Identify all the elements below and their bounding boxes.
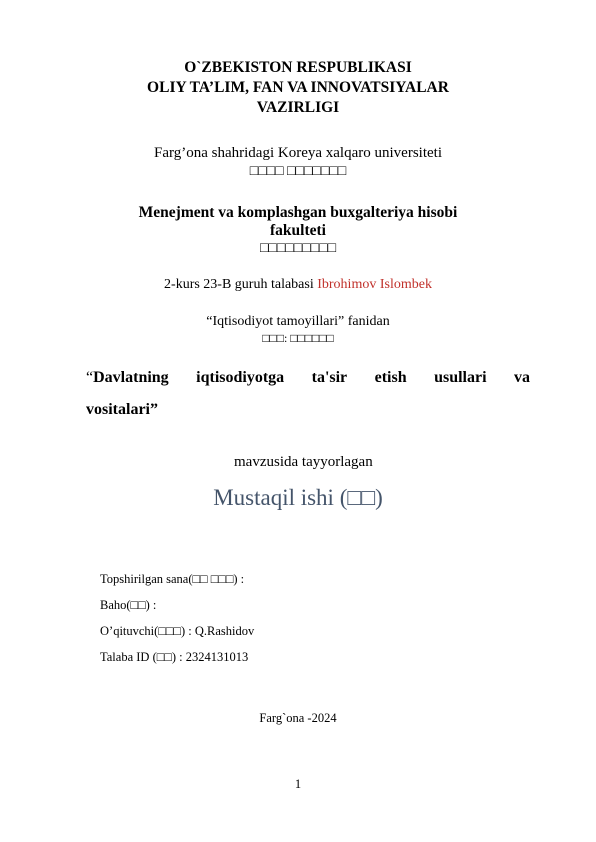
grade-row: Baho(□□) : (100, 598, 157, 612)
topic-line-1 (86, 362, 530, 394)
student-line (0, 276, 596, 294)
ministry-line-1: O`ZBEKISTON RESPUBLIKASI (184, 59, 412, 76)
subject-line: “Iqtisodiyot tamoyillari” fanidan (206, 314, 390, 329)
topic-word-5: usullari (434, 369, 487, 386)
topic-word-2: iqtisodiyotga (196, 369, 285, 386)
ministry-line-2: OLIY TA’LIM, FAN VA INNOVATSIYALAR (147, 79, 449, 96)
page-number: 1 (294, 777, 302, 791)
topic-word (86, 362, 169, 394)
work-title: Mustaqil ishi (□□) (213, 485, 383, 510)
student-name: Ibrohimov Islombek (317, 277, 432, 292)
faculty-line-1: Menejment va komplashgan buxgalteriya hisobi (138, 204, 458, 221)
student-prefix: 2-kurs 23-B guruh talabasi (164, 277, 314, 292)
ministry-header (0, 58, 596, 118)
topic-word-6: va (513, 369, 530, 386)
university-name: Farg’ona shahridagi Koreya xalqaro universiteti (154, 145, 442, 161)
topic-title (86, 362, 530, 426)
mavzu-label: mavzusida tayyorlagan (234, 454, 373, 470)
subject-line-korean: □□□: □□□□□□ (262, 331, 334, 345)
student-id-row: Talaba ID (□□) : 2324131013 (100, 650, 249, 664)
ministry-line-3: VAZIRLIGI (256, 99, 340, 116)
topic-word-4: etish (374, 369, 407, 386)
info-block (100, 566, 254, 670)
faculty-name (0, 204, 596, 240)
teacher-row: O’qituvchi(□□□) : Q.Rashidov (100, 624, 255, 638)
faculty-line-2: fakulteti (270, 222, 326, 239)
topic-open-quote: “ (86, 369, 94, 386)
city-year: Farg`ona -2024 (259, 711, 337, 725)
topic-line-2: vositalari” (86, 401, 158, 418)
topic-word-3: ta'sir (311, 369, 348, 386)
university-name-korean: □□□□ □□□□□□□ (249, 164, 347, 179)
topic-word-1: Davlatning (93, 369, 169, 386)
submitted-date-row: Topshirilgan sana(□□ □□□) : (100, 572, 245, 586)
faculty-name-korean: □□□□□□□□□ (259, 241, 337, 256)
